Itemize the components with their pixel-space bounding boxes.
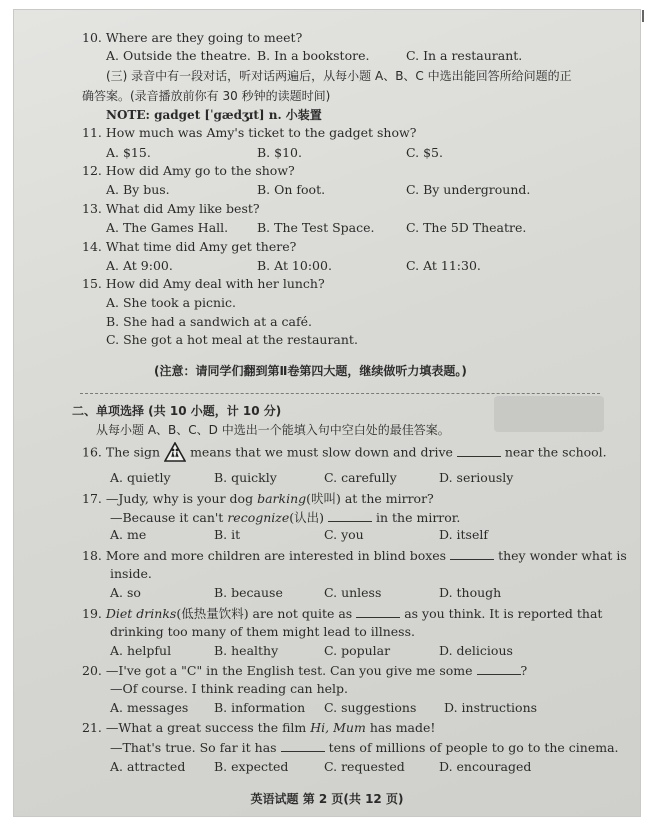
question-text: What time did Amy get there? <box>105 239 297 254</box>
q21-line-2 <box>110 739 619 755</box>
q21-option-a: A. attracted <box>110 759 186 774</box>
question-21 <box>82 720 435 735</box>
question-number: 19. <box>82 606 102 621</box>
question-19 <box>82 604 602 622</box>
question-text: How did Amy go to the show? <box>105 163 295 178</box>
q11-option-a: A. $15. <box>106 145 151 160</box>
question-number: 10. <box>82 30 102 45</box>
vocabulary-note: NOTE: gadget [ˈgædʒɪt] n. 小装置 <box>106 108 322 122</box>
question-20 <box>82 662 527 678</box>
answer-blank <box>450 547 494 560</box>
question-italic-word: Diet drinks <box>105 606 177 621</box>
q13-option-c: C. The 5D Theatre. <box>406 220 527 235</box>
q20-line-2: —Of course. I think reading can help. <box>110 681 348 696</box>
q16-option-b: B. quickly <box>214 470 277 485</box>
q18-option-c: C. unless <box>324 585 382 600</box>
section-three-instruction-line2: 确答案。(录音播放前你有 30 秒钟的读题时间) <box>82 89 331 103</box>
question-text: in the mirror. <box>376 510 461 525</box>
q19-option-d: D. delicious <box>439 643 513 658</box>
question-text: Where are they going to meet? <box>105 30 303 45</box>
question-number: 20. <box>82 663 102 678</box>
question-text: they wonder what is <box>498 548 627 563</box>
question-text: has made! <box>369 720 436 735</box>
q21-option-b: B. expected <box>214 759 289 774</box>
question-text: near the school. <box>504 444 607 460</box>
q19-option-c: C. popular <box>324 643 391 658</box>
question-text: tens of millions of people to go to the cinema. <box>328 740 619 755</box>
q15-option-a: A. She took a picnic. <box>106 295 237 310</box>
question-number: 17. <box>82 491 102 506</box>
question-11 <box>82 125 416 140</box>
question-text: as you think. It is reported that <box>404 606 603 621</box>
q19-option-a: A. helpful <box>110 643 172 658</box>
question-text: (吠叫) at the mirror? <box>306 491 434 506</box>
q18-option-a: A. so <box>110 585 141 600</box>
q19-line-2: drinking too many of them might lead to illness. <box>110 624 415 639</box>
answer-blank <box>457 444 501 457</box>
q17-line-2 <box>110 508 460 526</box>
question-13 <box>82 201 260 216</box>
question-number: 18. <box>82 548 102 563</box>
question-text: —What a great success the film <box>105 720 307 735</box>
question-number: 14. <box>82 239 102 254</box>
question-number: 21. <box>82 720 102 735</box>
section-two-title: 二、单项选择 (共 10 小题，计 10 分) <box>72 404 282 418</box>
question-text: ? <box>520 663 528 678</box>
page-footer: 英语试题 第 2 页(共 12 页) <box>250 792 404 806</box>
question-10 <box>82 30 302 45</box>
q12-option-b: B. On foot. <box>257 182 326 197</box>
question-italic-word: Hi, Mum <box>310 720 366 735</box>
question-italic-word: barking <box>257 491 307 506</box>
q14-option-c: C. At 11:30. <box>406 258 481 273</box>
q20-option-d: D. instructions <box>444 700 538 715</box>
q20-option-b: B. information <box>214 700 306 715</box>
q18-option-d: D. though <box>439 585 502 600</box>
q15-option-b: B. She had a sandwich at a café. <box>106 314 312 329</box>
q13-option-a: A. The Games Hall. <box>106 220 229 235</box>
q14-option-a: A. At 9:00. <box>106 258 173 273</box>
question-number: 12. <box>82 163 102 178</box>
question-16 <box>82 443 607 463</box>
show-through-banner <box>494 396 604 432</box>
q12-option-a: A. By bus. <box>106 182 170 197</box>
question-15 <box>82 276 325 291</box>
q10-option-a: A. Outside the theatre. <box>106 48 251 63</box>
question-text: (低热量饮料) are not quite as <box>176 606 353 621</box>
q10-option-b: B. In a bookstore. <box>257 48 370 63</box>
answer-blank <box>281 739 325 752</box>
question-text: How did Amy deal with her lunch? <box>105 276 325 291</box>
question-text: —Judy, why is your dog <box>105 491 254 506</box>
q20-option-c: C. suggestions <box>324 700 417 715</box>
question-italic-word: recognize <box>227 510 290 525</box>
question-18 <box>82 547 627 563</box>
q16-option-c: C. carefully <box>324 470 397 485</box>
q17-option-c: C. you <box>324 527 364 542</box>
question-14 <box>82 239 296 254</box>
section-two-instruction: 从每小题 A、B、C、D 中选出一个能填入句中空白处的最佳答案。 <box>96 423 450 437</box>
answer-blank <box>328 509 372 522</box>
pedestrian-warning-sign-icon <box>164 442 186 462</box>
question-text: How much was Amy's ticket to the gadget show? <box>105 125 417 140</box>
q14-option-b: B. At 10:00. <box>257 258 332 273</box>
answer-blank <box>356 605 400 618</box>
question-text: The sign <box>105 444 161 460</box>
page-edge-mark <box>642 10 644 22</box>
q16-option-a: A. quietly <box>110 470 171 485</box>
question-text: means that we must slow down and drive <box>190 444 453 460</box>
question-text: (认出) <box>289 510 325 525</box>
exam-paper-page <box>14 10 640 816</box>
answer-blank <box>477 662 521 675</box>
q13-option-b: B. The Test Space. <box>257 220 375 235</box>
attention-note: (注意：请同学们翻到第Ⅱ卷第四大题，继续做听力填表题。) <box>154 364 467 378</box>
question-12 <box>82 163 295 178</box>
q11-option-b: B. $10. <box>257 145 302 160</box>
q18-option-b: B. because <box>214 585 283 600</box>
q17-option-b: B. it <box>214 527 241 542</box>
q15-option-c: C. She got a hot meal at the restaurant. <box>106 332 358 347</box>
q12-option-c: C. By underground. <box>406 182 531 197</box>
question-text: —I've got a "C" in the English test. Can you give me some <box>105 663 473 678</box>
q10-option-c: C. In a restaurant. <box>406 48 523 63</box>
q20-option-a: A. messages <box>110 700 189 715</box>
section-three-instruction-line1: (三) 录音中有一段对话，听对话两遍后，从每小题 A、B、C 中选出能回答所给问题的正 <box>106 69 572 83</box>
question-text: More and more children are interested in blind boxes <box>105 548 447 563</box>
q17-option-d: D. itself <box>439 527 488 542</box>
question-text: What did Amy like best? <box>105 201 260 216</box>
q21-option-d: D. encouraged <box>439 759 532 774</box>
q11-option-c: C. $5. <box>406 145 443 160</box>
q17-option-a: A. me <box>110 527 147 542</box>
question-text: —That's true. So far it has <box>110 740 277 755</box>
question-17 <box>82 489 434 507</box>
q19-option-b: B. healthy <box>214 643 279 658</box>
q16-option-d: D. seriously <box>439 470 514 485</box>
question-text: —Because it can't <box>110 510 224 525</box>
question-number: 15. <box>82 276 102 291</box>
question-number: 16. <box>82 444 102 460</box>
section-divider <box>80 393 600 394</box>
question-number: 11. <box>82 125 102 140</box>
q18-line-2: inside. <box>110 566 152 581</box>
question-number: 13. <box>82 201 102 216</box>
q21-option-c: C. requested <box>324 759 405 774</box>
